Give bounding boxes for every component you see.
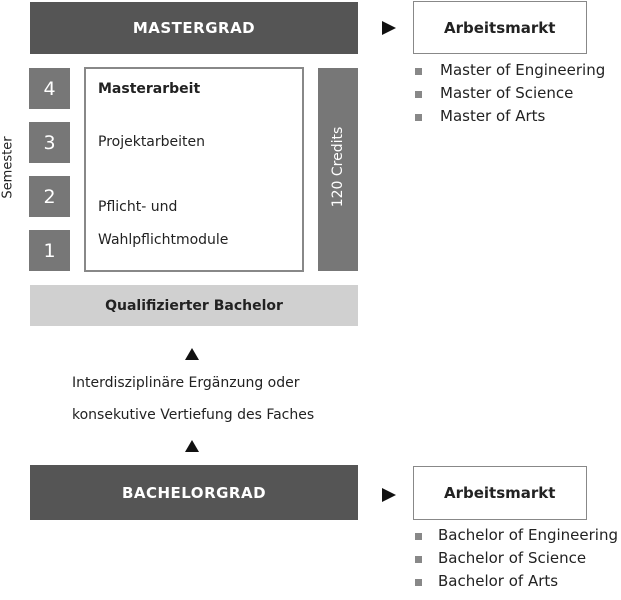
transition-line2: konsekutive Vertiefung des Faches <box>72 407 315 423</box>
bachelorgrad-title: BACHELORGRAD <box>121 483 267 502</box>
semester-2-box: 2 <box>29 176 70 217</box>
arrow-up-icon <box>185 348 199 360</box>
bachelor-degree-1: Bachelor of Engineering <box>438 526 618 544</box>
bachelor-arbeitsmarkt-label: Arbeitsmarkt <box>444 484 556 502</box>
bullet-icon <box>415 556 422 563</box>
module-compulsory-line1: Pflicht- und <box>98 199 178 215</box>
master-degree-2: Master of Science <box>440 84 574 102</box>
semester-3-box: 3 <box>29 122 70 163</box>
transition-line1: Interdisziplinäre Ergänzung oder <box>72 375 300 391</box>
master-arbeitsmarkt-box <box>413 1 587 54</box>
bullet-icon <box>415 114 422 121</box>
module-thesis: Masterarbeit <box>98 81 201 97</box>
prerequisite-bar <box>30 285 358 326</box>
bachelor-degree-3: Bachelor of Arts <box>438 572 559 590</box>
arrow-right-icon <box>382 21 396 35</box>
bullet-icon <box>415 68 422 75</box>
mastergrad-bar <box>30 2 358 54</box>
master-degree-3: Master of Arts <box>440 107 546 125</box>
bachelor-arbeitsmarkt-box <box>413 466 587 520</box>
module-projects: Projektarbeiten <box>98 134 206 150</box>
master-degree-1: Master of Engineering <box>440 61 606 79</box>
arrow-right-icon <box>382 488 396 502</box>
semester-4-box: 4 <box>29 68 70 109</box>
bullet-icon <box>415 533 422 540</box>
bachelor-degree-2: Bachelor of Science <box>438 549 587 567</box>
bullet-icon <box>415 91 422 98</box>
semester-label: Semester <box>0 136 16 199</box>
module-compulsory-line2: Wahlpflichtmodule <box>98 232 229 248</box>
arrow-up-icon <box>185 440 199 452</box>
semester-1-box: 1 <box>29 230 70 271</box>
bachelorgrad-bar <box>30 465 358 520</box>
prerequisite-label: Qualifizierter Bachelor <box>105 297 283 314</box>
mastergrad-title: MASTERGRAD <box>132 19 256 37</box>
master-arbeitsmarkt-label: Arbeitsmarkt <box>444 18 556 37</box>
bullet-icon <box>415 579 422 586</box>
credits-label: 120 Credits <box>330 126 346 208</box>
